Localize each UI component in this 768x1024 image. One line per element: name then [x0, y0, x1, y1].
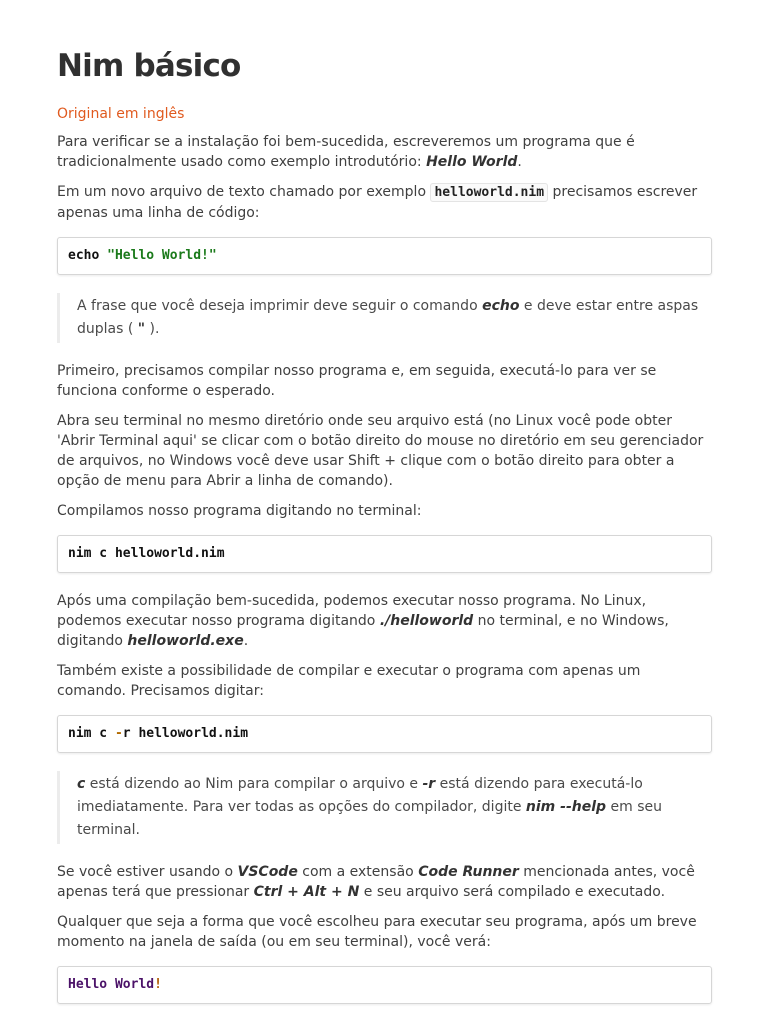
original-english-link[interactable]: Original em inglês [57, 106, 185, 122]
paragraph-compile-first: Primeiro, precisamos compilar nosso programa e, em seguida, executá-lo para ver se funciona conforme o esperado. [57, 363, 657, 399]
paragraph-compile-and-run: Também existe a possibilidade de compilar e executar o programa com apenas um comando. Precisamos digitar: [57, 663, 641, 699]
page-title: Nim básico [57, 48, 241, 84]
code-operator: - [114, 726, 123, 741]
inline-code-filename: helloworld.nim [430, 183, 548, 202]
quote-char-emphasis: " [137, 321, 146, 337]
paragraph-compile-command: Compilamos nosso programa digitando no terminal: [57, 503, 422, 519]
code-block-compile: nim c helloworld.nim [57, 535, 712, 573]
code-block-output [57, 966, 712, 1004]
paragraph-new-file: Em um novo arquivo de texto chamado por exemplo helloworld.nim precisamos escrever apenas uma linha de código: [57, 184, 698, 221]
run-linux-emphasis: ./helloworld [379, 613, 474, 629]
output-text: Hello World [68, 977, 155, 992]
paragraph-output-intro: Qualquer que seja a forma que você escolheu para executar seu programa, após um breve momento na janela de saída (ou em seu terminal), você verá: [57, 914, 697, 950]
paragraph-run: Após uma compilação bem-sucedida, podemos executar nosso programa. No Linux, podemos executar nosso programa digitando ./helloworld no terminal, e no Windows, digitando helloworld.exe. [57, 593, 669, 649]
paragraph-vscode: Se você estiver usando o VSCode com a extensão Code Runner mencionada antes, você apenas terá que pressionar Ctrl + Alt + N e seu arquivo será compilado e executado. [57, 864, 695, 900]
note-echo: A frase que você deseja imprimir deve seguir o comando echo e deve estar entre aspas duplas ( " ). [57, 293, 712, 343]
paragraph-intro: Para verificar se a instalação foi bem-sucedida, escreveremos um programa que é tradicionalmente usado como exemplo introdutório: Hello World. [57, 134, 635, 170]
note-compiler-options: c está dizendo ao Nim para compilar o arquivo e -r está dizendo para executá-lo imediatamente. Para ver todas as opções do compilador, digite nim --help em seu terminal. [57, 771, 712, 844]
code-string: "Hello World!" [107, 248, 217, 263]
code-block-compile-run: nim c -r helloworld.nim [57, 715, 712, 753]
hello-world-emphasis: Hello World [426, 154, 518, 170]
code-block-echo [57, 237, 712, 275]
paragraph-open-terminal: Abra seu terminal no mesmo diretório onde seu arquivo está (no Linux você pode obter 'Abrir Terminal aqui' se clicar com o botão direito do mouse no diretório em seu gerenciador de arquivos, no Windows você deve usar Shift + clique com o botão direito para obter a opção de menu para Abrir a linha de comando). [57, 413, 704, 489]
run-windows-emphasis: helloworld.exe [127, 633, 244, 649]
output-exclamation: ! [154, 977, 162, 992]
code-keyword: echo [68, 248, 108, 263]
echo-emphasis: echo [482, 298, 520, 314]
